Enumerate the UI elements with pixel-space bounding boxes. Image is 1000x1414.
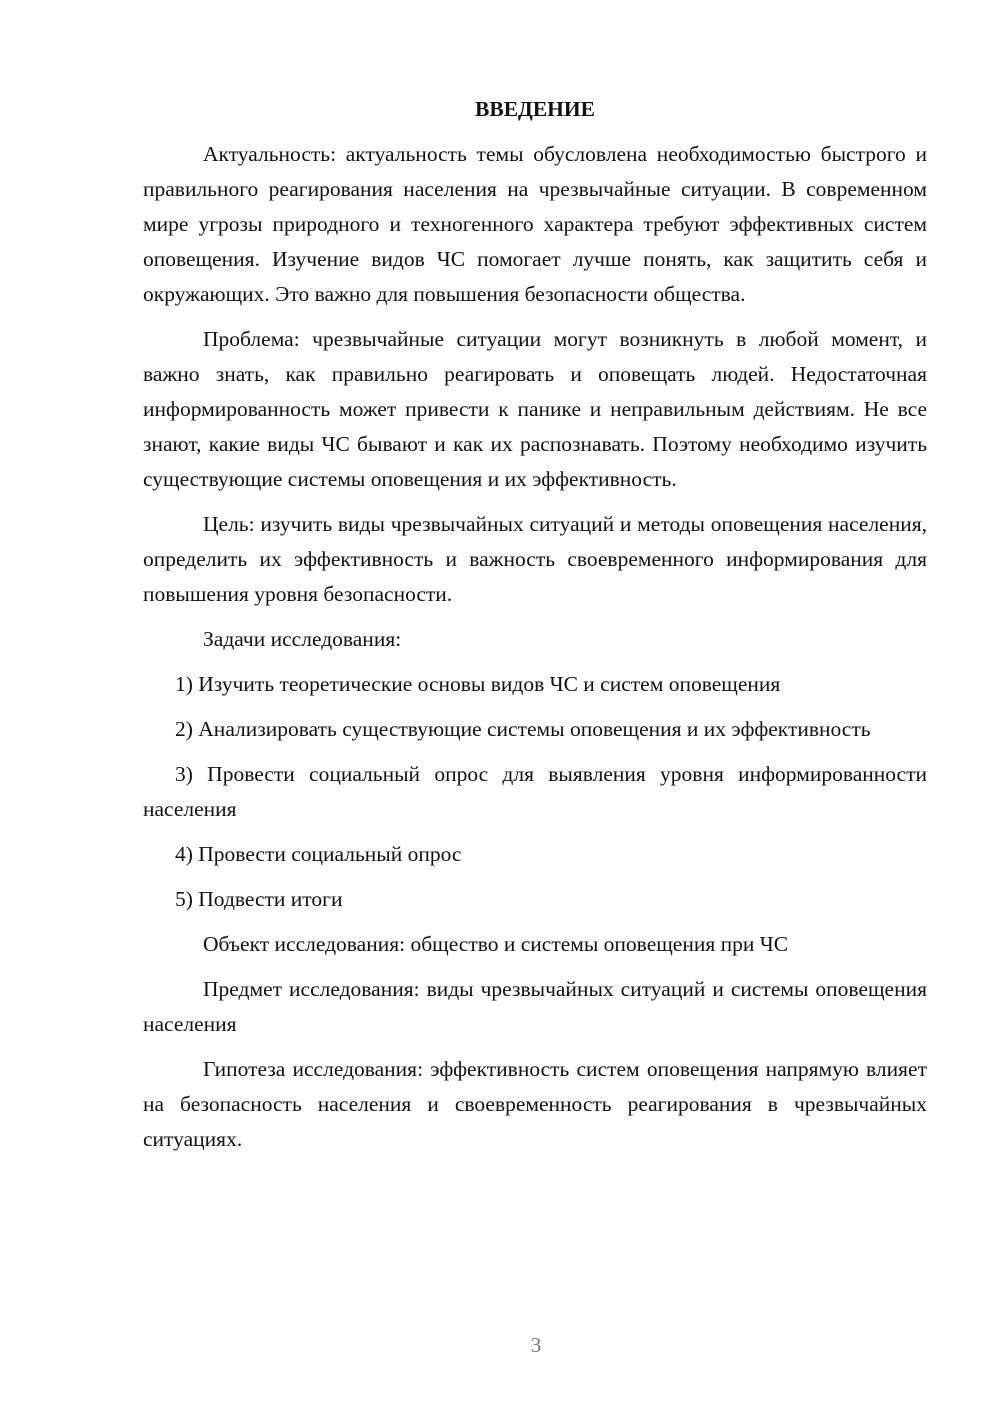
paragraph-relevance: Актуальность: актуальность темы обусловлена необходимостью быстрого и правильного реагирования населения на чрезвычайные ситуации. В современном мире угрозы природного и техногенного характера требуют эффективных систем оповещения. Изучение видов ЧС помогает лучше понять, как защитить себя и окружающих. Это важно для повышения безопасности общества. <box>143 142 927 306</box>
page-title: ВВЕДЕНИЕ <box>475 97 595 121</box>
paragraph-object: Объект исследования: общество и системы оповещения при ЧС <box>203 932 789 956</box>
page-number: 3 <box>530 1333 542 1357</box>
task-item-1: 1) Изучить теоретические основы видов ЧС и систем оповещения <box>175 672 781 696</box>
task-item-2: 2) Анализировать существующие системы оповещения и их эффективность <box>175 717 871 741</box>
paragraph-goal: Цель: изучить виды чрезвычайных ситуаций и методы оповещения населения, определить их эффективность и важность своевременного информирования для повышения уровня безопасности. <box>143 512 927 606</box>
paragraph-hypothesis: Гипотеза исследования: эффективность систем оповещения напрямую влияет на безопасность населения и своевременность реагирования в чрезвычайных ситуациях. <box>143 1057 927 1151</box>
tasks-heading: Задачи исследования: <box>203 627 402 651</box>
paragraph-subject: Предмет исследования: виды чрезвычайных ситуаций и системы оповещения населения <box>143 977 927 1036</box>
task-item-4: 4) Провести социальный опрос <box>175 842 462 866</box>
paragraph-problem: Проблема: чрезвычайные ситуации могут возникнуть в любой момент, и важно знать, как правильно реагировать и оповещать людей. Недостаточная информированность может привести к панике и неправильным действиям. Не все знают, какие виды ЧС бывают и как их распознавать. Поэтому необходимо изучить существующие системы оповещения и их эффективность. <box>143 327 927 491</box>
page-content <box>143 92 927 1167</box>
task-item-3: 3) Провести социальный опрос для выявления уровня информированности населения <box>143 762 927 821</box>
task-item-5: 5) Подвести итоги <box>175 887 343 911</box>
